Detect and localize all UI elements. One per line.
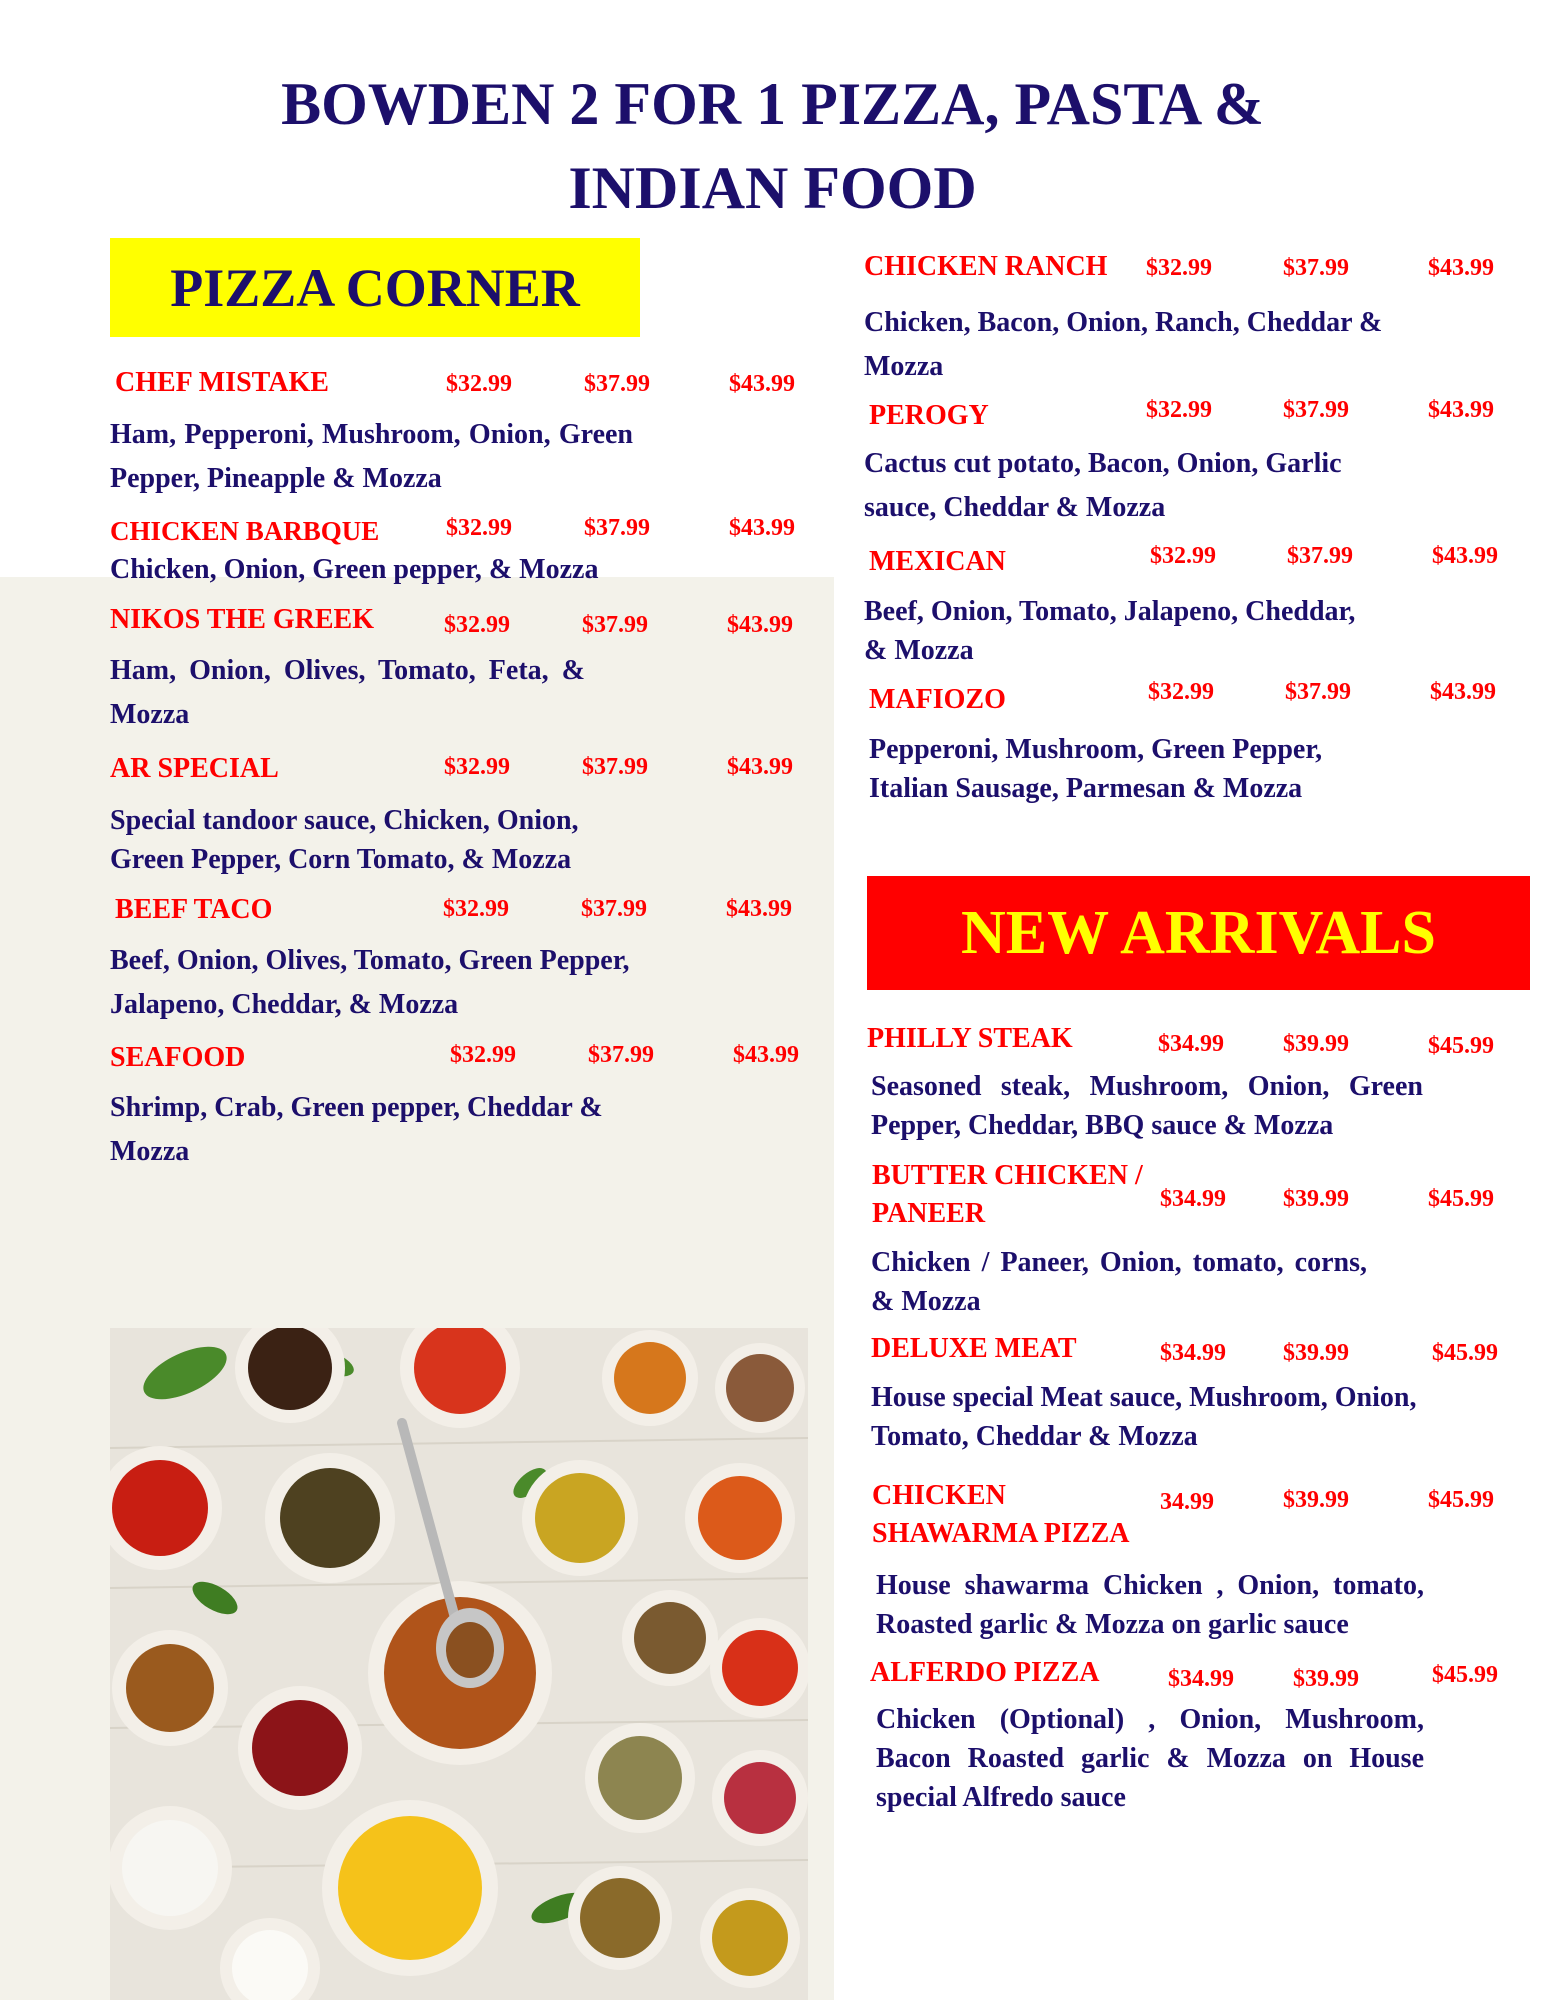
item-desc-philly-steak: Seasoned steak, Mushroom, Onion, Green Pepper, Cheddar, BBQ sauce & Mozza [871, 1071, 1423, 1141]
item-price-medium: $37.99 [584, 371, 650, 397]
item-name-chicken-ranch: CHICKEN RANCH [864, 251, 1108, 282]
item-name-deluxe-meat: DELUXE MEAT [871, 1333, 1077, 1364]
item-price-large: $43.99 [727, 612, 793, 638]
item-name-mexican: MEXICAN [869, 546, 1006, 577]
pizza-corner-banner: PIZZA CORNER [110, 238, 640, 337]
item-price-small: $32.99 [1146, 397, 1212, 423]
item-price-small: $32.99 [450, 1042, 516, 1068]
item-price-small: $32.99 [444, 612, 510, 638]
item-price-medium: $39.99 [1283, 1186, 1349, 1212]
item-price-medium: $37.99 [1283, 255, 1349, 281]
item-price-medium: $39.99 [1293, 1666, 1359, 1692]
item-price-large: $43.99 [1432, 543, 1498, 569]
item-desc-mafiozo: Pepperoni, Mushroom, Green Pepper, Italian Sausage, Parmesan & Mozza [869, 734, 1323, 804]
item-desc-nikos-the-greek: Ham, Onion, Olives, Tomato, Feta, & Mozza [110, 655, 585, 730]
item-price-small: $32.99 [444, 754, 510, 780]
item-price-medium: $37.99 [1287, 543, 1353, 569]
item-price-medium: $37.99 [1283, 397, 1349, 423]
item-price-small: $32.99 [446, 371, 512, 397]
item-price-large: $45.99 [1432, 1662, 1498, 1688]
item-price-medium: $37.99 [1285, 679, 1351, 705]
item-name-beef-taco: BEEF TACO [115, 894, 273, 925]
item-price-medium: $37.99 [584, 515, 650, 541]
item-name-alferdo-pizza: ALFERDO PIZZA [870, 1657, 1100, 1688]
item-price-large: $45.99 [1428, 1033, 1494, 1059]
item-desc-deluxe-meat: House special Meat sauce, Mushroom, Onion, Tomato, Cheddar & Mozza [871, 1382, 1417, 1452]
item-price-small: $32.99 [1146, 255, 1212, 281]
item-price-large: $45.99 [1428, 1487, 1494, 1513]
item-price-medium: $39.99 [1283, 1031, 1349, 1057]
page-title [150, 62, 1395, 230]
item-name-chef-mistake: CHEF MISTAKE [115, 367, 329, 398]
item-desc-beef-taco: Beef, Onion, Olives, Tomato, Green Pepper, Jalapeno, Cheddar, & Mozza [110, 945, 630, 1020]
item-price-large: $45.99 [1432, 1340, 1498, 1366]
item-price-large: $45.99 [1428, 1186, 1494, 1212]
item-price-small: $34.99 [1168, 1666, 1234, 1692]
item-price-large: $43.99 [729, 371, 795, 397]
item-name-chicken-barbque: CHICKEN BARBQUE [110, 516, 380, 546]
item-price-medium: $37.99 [582, 612, 648, 638]
item-price-medium: $37.99 [582, 754, 648, 780]
item-desc-alferdo-pizza: Chicken (Optional) , Onion, Mushroom, Bacon Roasted garlic & Mozza on House special Alfredo sauce [876, 1704, 1424, 1813]
item-price-large: $43.99 [1428, 397, 1494, 423]
item-price-small: $32.99 [446, 515, 512, 541]
item-desc-butter-chicken-paneer: Chicken / Paneer, Onion, tomato, corns, & Mozza [871, 1247, 1367, 1317]
item-price-small: $34.99 [1160, 1340, 1226, 1366]
item-desc-chicken-barbque: Chicken, Onion, Green pepper, & Mozza [110, 554, 599, 585]
item-price-small: $32.99 [443, 896, 509, 922]
item-price-large: $43.99 [726, 896, 792, 922]
item-price-large: $43.99 [729, 515, 795, 541]
item-price-medium: $37.99 [588, 1042, 654, 1068]
new-arrivals-banner: NEW ARRIVALS [867, 876, 1530, 990]
title-line-1: BOWDEN 2 FOR 1 PIZZA, PASTA & [281, 71, 1264, 137]
item-desc-ar-special: Special tandoor sauce, Chicken, Onion, Green Pepper, Corn Tomato, & Mozza [110, 805, 579, 875]
item-price-large: $43.99 [727, 754, 793, 780]
item-name-butter-chicken-paneer: BUTTER CHICKEN / PANEER [872, 1160, 1143, 1229]
item-name-ar-special: AR SPECIAL [110, 753, 279, 784]
item-desc-chicken-shawarma-pizza: House shawarma Chicken , Onion, tomato, Roasted garlic & Mozza on garlic sauce [876, 1570, 1424, 1640]
item-price-large: $43.99 [733, 1042, 799, 1068]
item-desc-seafood: Shrimp, Crab, Green pepper, Cheddar & Mozza [110, 1092, 603, 1167]
item-desc-chicken-ranch: Chicken, Bacon, Onion, Ranch, Cheddar & Mozza [864, 307, 1383, 382]
item-name-mafiozo: MAFIOZO [869, 684, 1006, 715]
item-price-small: 34.99 [1160, 1489, 1214, 1515]
item-name-seafood: SEAFOOD [110, 1042, 246, 1073]
title-line-2: INDIAN FOOD [568, 155, 977, 221]
item-price-medium: $39.99 [1283, 1340, 1349, 1366]
item-price-small: $34.99 [1160, 1186, 1226, 1212]
item-price-small: $32.99 [1150, 543, 1216, 569]
item-price-large: $43.99 [1430, 679, 1496, 705]
sauces-spices-photo [110, 1328, 808, 2000]
item-price-medium: $37.99 [581, 896, 647, 922]
item-name-nikos-the-greek: NIKOS THE GREEK [110, 604, 375, 635]
item-price-small: $34.99 [1158, 1031, 1224, 1057]
item-price-large: $43.99 [1428, 255, 1494, 281]
item-price-small: $32.99 [1148, 679, 1214, 705]
item-name-perogy: PEROGY [869, 400, 989, 431]
item-price-medium: $39.99 [1283, 1487, 1349, 1513]
item-desc-chef-mistake: Ham, Pepperoni, Mushroom, Onion, Green Pepper, Pineapple & Mozza [110, 419, 633, 494]
item-name-philly-steak: PHILLY STEAK [867, 1023, 1073, 1054]
item-desc-mexican: Beef, Onion, Tomato, Jalapeno, Cheddar, & Mozza [864, 596, 1356, 666]
item-name-chicken-shawarma-pizza: CHICKEN SHAWARMA PIZZA [872, 1480, 1130, 1549]
item-desc-perogy: Cactus cut potato, Bacon, Onion, Garlic sauce, Cheddar & Mozza [864, 448, 1342, 523]
